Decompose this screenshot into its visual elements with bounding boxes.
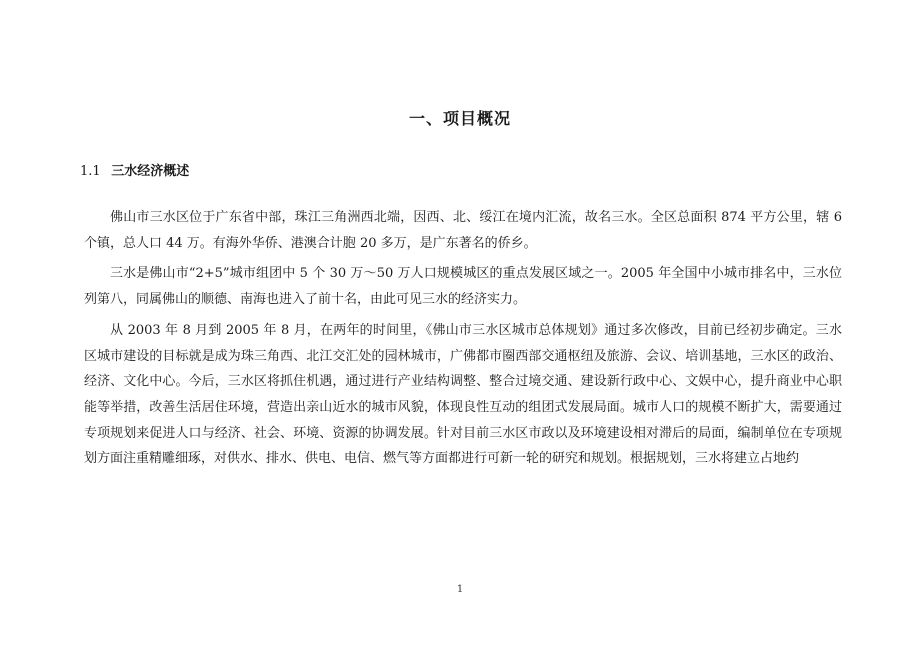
section-number: 1.1: [80, 164, 101, 179]
section-heading: [80, 160, 189, 179]
chapter-title: 一、项目概况: [408, 109, 511, 128]
section-title: 三水经济概述: [111, 164, 190, 179]
paragraph: 三水是佛山市“2+5”城市组团中 5 个 30 万～50 万人口规模城区的重点发展区域之一。2005 年全国中小城市排名中，三水位列第八，同属佛山的顺德、南海也进入了前十名，由此可见三水的经济实力。: [84, 266, 842, 308]
page-number: 1: [456, 584, 464, 595]
body-text: [84, 205, 842, 477]
paragraph: 从 2003 年 8 月到 2005 年 8 月，在两年的时间里，《佛山市三水区城市总体规划》通过多次修改，目前已经初步确定。三水区城市建设的目标就是成为珠三角西、北江交汇处的园林城市，广佛都市圈西部交通枢纽及旅游、会议、培训基地，三水区的政治、经济、文化中心。今后，三水区将抓住机遇，通过进行产业结构调整、整合过境交通、建设新行政中心、文娱中心，提升商业中心职能等举措，改善生活居住环境，营造出亲山近水的城市风貌，体现良性互动的组团式发展局面。城市人口的规模不断扩大，需要通过专项规划来促进人口与经济、社会、环境、资源的协调发展。针对目前三水区市政以及环境建设相对滞后的局面，编制单位在专项规划方面注重精雕细琢，对供水、排水、供电、电信、燃气等方面都进行可新一轮的研究和规划。根据规划，三水将建立占地约: [84, 322, 842, 467]
paragraph: 佛山市三水区位于广东省中部，珠江三角洲西北端，因西、北、绥江在境内汇流，故名三水。全区总面积 874 平方公里，辖 6 个镇，总人口 44 万。有海外华侨、港澳合计胞 20 多万，是广东著名的侨乡。: [84, 210, 842, 251]
